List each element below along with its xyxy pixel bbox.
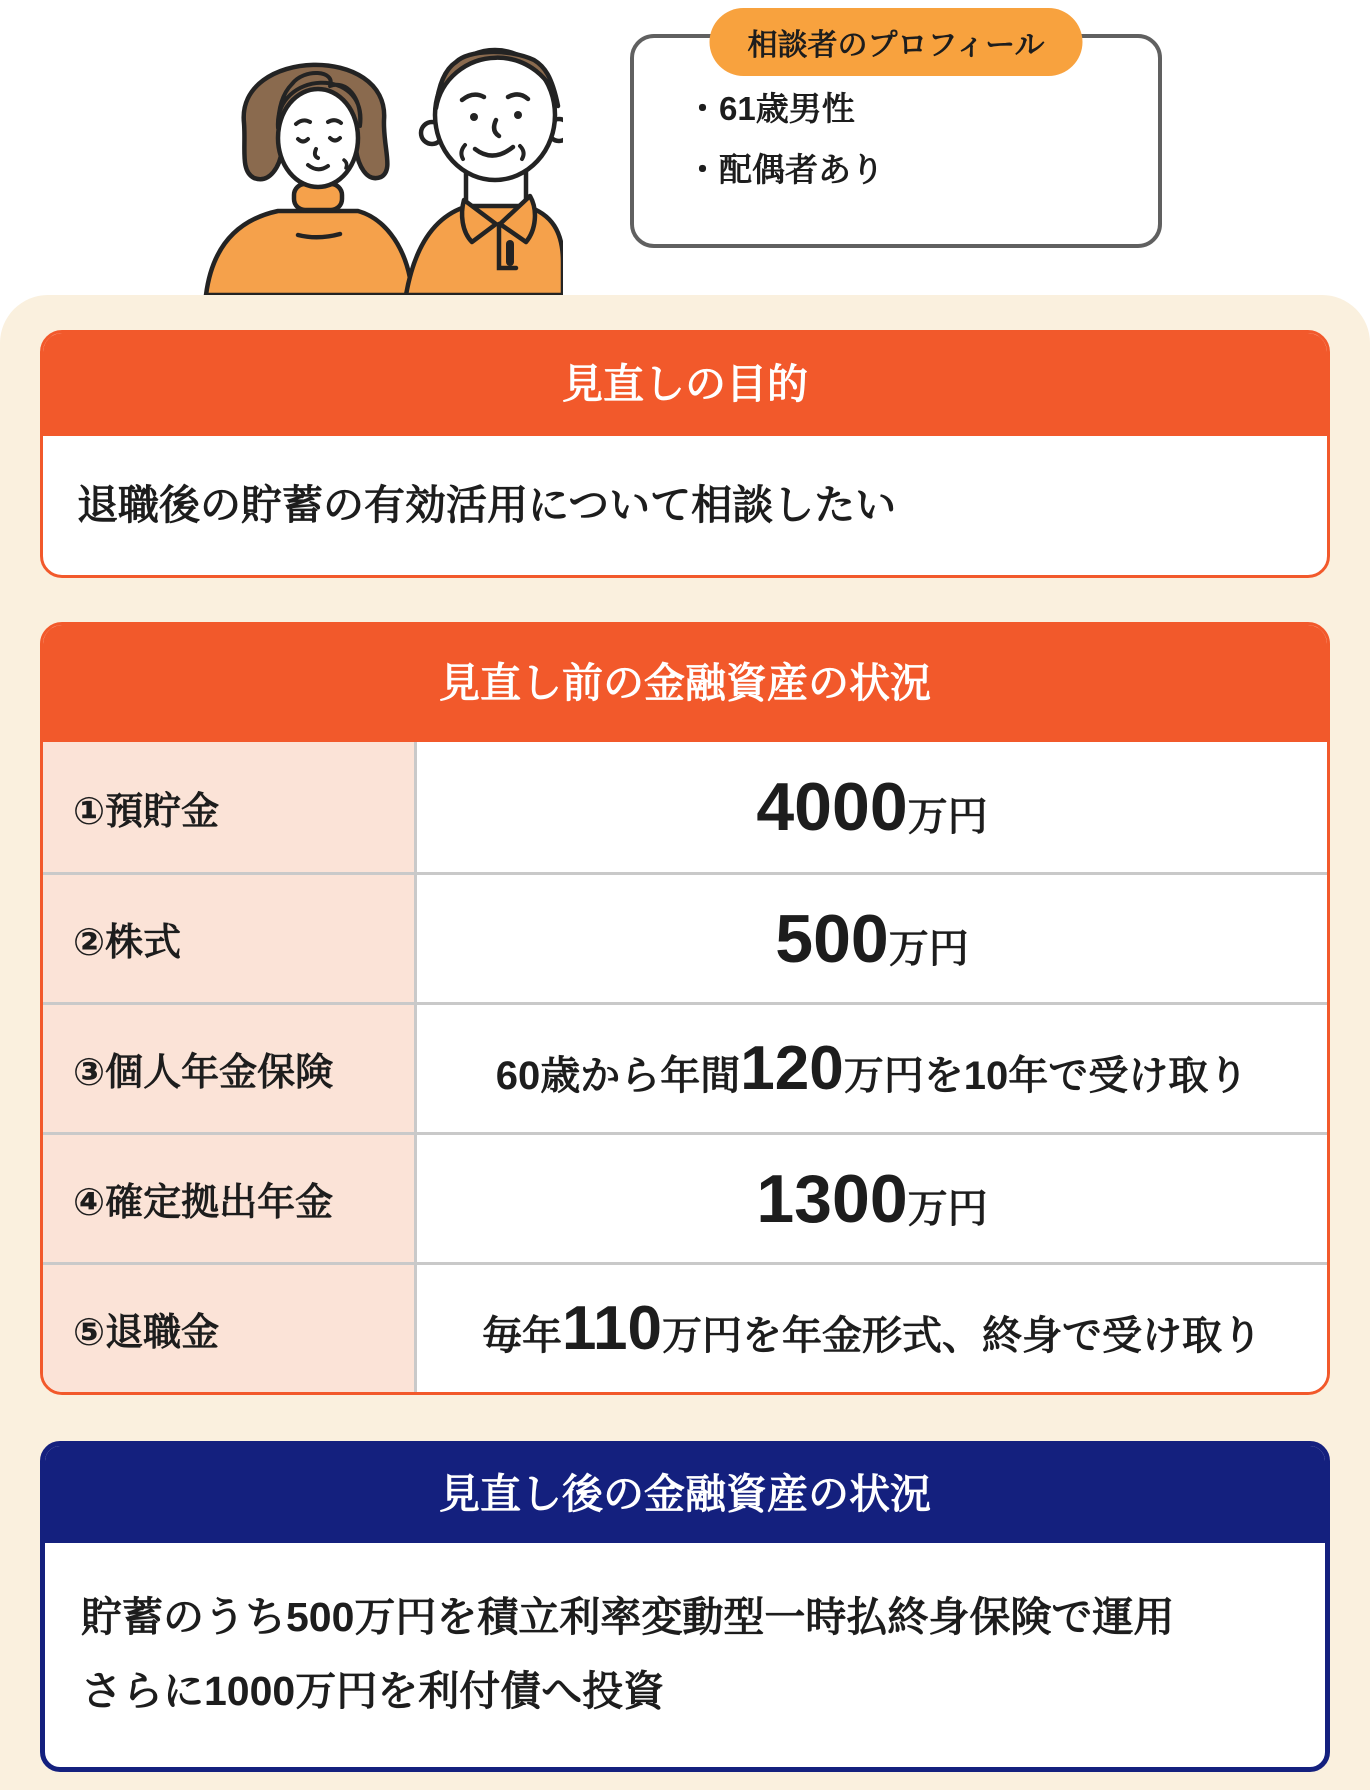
value-number: 120 <box>740 1033 844 1103</box>
assets-before-title: 見直し前の金融資産の状況 <box>43 625 1327 742</box>
woman-figure <box>206 65 410 295</box>
asset-row-stocks <box>43 872 1327 1002</box>
asset-row-personal-pension <box>43 1002 1327 1132</box>
value-pre: 60歳から年間 <box>495 1053 741 1098</box>
value-pre: 毎年 <box>481 1313 562 1358</box>
asset-value-cell <box>417 1005 1327 1132</box>
purpose-section-title: 見直しの目的 <box>43 333 1327 436</box>
value-number: 500 <box>775 900 889 977</box>
value-unit: 万円 <box>907 1186 988 1231</box>
value-number: 110 <box>561 1293 663 1363</box>
after-body-line-2: さらに1000万円を利付債へ投資 <box>81 1667 665 1714</box>
value-unit: 万円を年金形式、終身で受け取り <box>662 1313 1263 1358</box>
asset-label: ⑤退職金 <box>43 1265 417 1392</box>
assets-after-section <box>40 1441 1330 1772</box>
asset-value-cell <box>417 1265 1327 1392</box>
assets-after-title: 見直し後の金融資産の状況 <box>45 1446 1325 1543</box>
after-body-line-1: 貯蓄のうち500万円を積立利率変動型一時払終身保険で運用 <box>81 1594 1175 1640</box>
asset-row-retirement-allowance <box>43 1262 1327 1392</box>
purpose-section <box>40 330 1330 578</box>
value-unit: 万円 <box>888 926 969 971</box>
content-canvas <box>0 295 1370 1790</box>
man-figure <box>406 50 563 295</box>
profile-item-age-gender: ・61歳男性 <box>686 90 855 127</box>
profile-badge: 相談者のプロフィール <box>710 8 1083 76</box>
couple-illustration <box>178 18 563 295</box>
asset-label: ④確定拠出年金 <box>43 1135 417 1262</box>
asset-row-dc-pension <box>43 1132 1327 1262</box>
assets-before-section <box>40 622 1330 1395</box>
asset-value-cell <box>417 742 1327 872</box>
assets-after-body <box>45 1543 1325 1767</box>
profile-item-spouse: ・配偶者あり <box>686 151 884 189</box>
asset-value-cell <box>417 1135 1327 1262</box>
asset-label: ②株式 <box>43 875 417 1002</box>
asset-value-cell <box>417 875 1327 1002</box>
value-number: 1300 <box>756 1160 908 1237</box>
value-unit: 万円を10年で受け取り <box>843 1053 1249 1098</box>
asset-label: ①預貯金 <box>43 742 417 872</box>
value-number: 4000 <box>756 769 908 845</box>
purpose-section-body: 退職後の貯蓄の有効活用について相談したい <box>77 482 897 528</box>
profile-card <box>630 29 1162 248</box>
asset-row-deposits <box>43 742 1327 872</box>
asset-label: ③個人年金保険 <box>43 1005 417 1132</box>
value-unit: 万円 <box>907 795 988 839</box>
